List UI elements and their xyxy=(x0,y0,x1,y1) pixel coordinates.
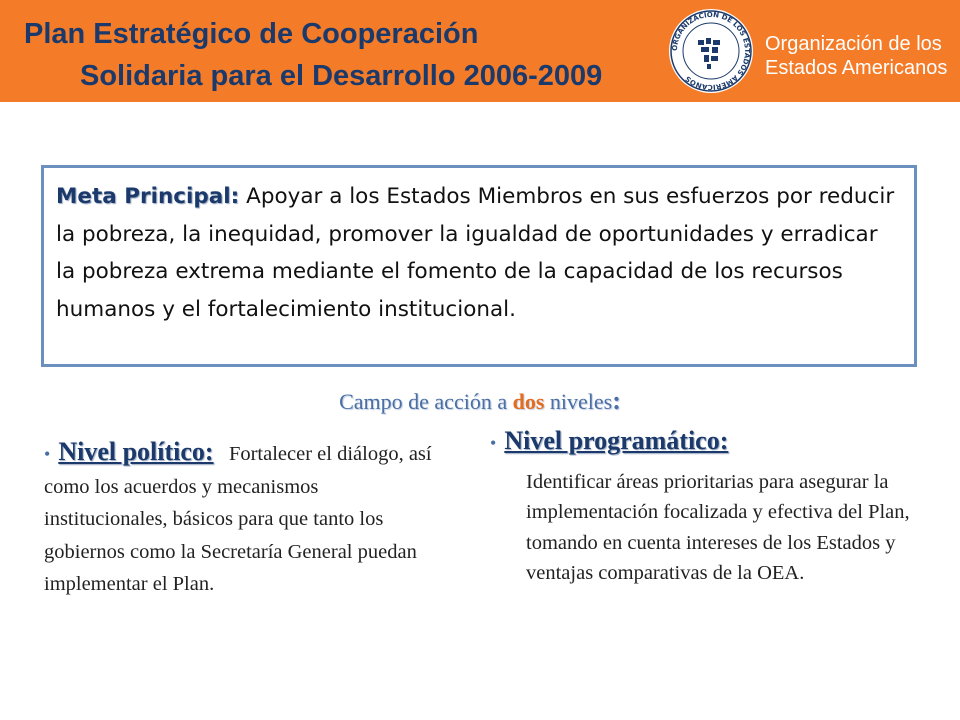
bullet-icon: • xyxy=(490,433,497,453)
title-line-2: Solidaria para el Desarrollo 2006-2009 xyxy=(80,60,603,92)
political-level-section xyxy=(44,436,444,601)
svg-text:ORGANIZACION DE LOS ESTADOS AM: ORGANIZACION DE LOS ESTADOS AMERICANOS xyxy=(670,10,752,92)
political-level-text: Fortalecer el diálogo, así como los acuerdos y mecanismos institucionales, básicos para que tanto los gobiernos como la Secretaría General puedan implementar el Plan. xyxy=(44,443,432,595)
organization-name xyxy=(765,32,955,80)
action-field-text-before: Campo de acción a xyxy=(339,389,513,414)
title-line-1: Plan Estratégico de Cooperación xyxy=(24,18,479,50)
org-name-line-2: Estados Americanos xyxy=(765,57,948,79)
action-field-heading xyxy=(0,386,960,416)
action-field-colon: : xyxy=(612,386,621,415)
main-goal-text: Apoyar a los Estados Miembros en sus esfuerzos por reducir la pobreza, la inequidad, promover la igualdad de oportunidades y erradicar la pobreza extrema mediante el fomento de la capacidad de los recursos humanos y el fortalecimiento institucional. xyxy=(56,184,895,322)
main-goal-label: Meta Principal: xyxy=(56,184,240,209)
bullet-icon: • xyxy=(44,444,51,464)
political-level-label: Nivel político: xyxy=(58,437,214,466)
programmatic-level-text: Identificar áreas prioritarias para asegurar la implementación focalizada y efectiva del Plan, tomando en cuenta intereses de los Estados y ventajas comparativas de la OEA. xyxy=(526,470,910,584)
action-field-highlight: dos xyxy=(512,389,545,414)
header-banner xyxy=(0,0,960,102)
org-name-line-1: Organización de los xyxy=(765,33,942,55)
action-field-text-after: niveles xyxy=(544,389,613,414)
main-goal-box xyxy=(41,165,917,367)
programmatic-level-label: Nivel programático: xyxy=(504,426,729,455)
oas-seal-logo xyxy=(668,8,754,94)
programmatic-level-section xyxy=(490,426,930,589)
